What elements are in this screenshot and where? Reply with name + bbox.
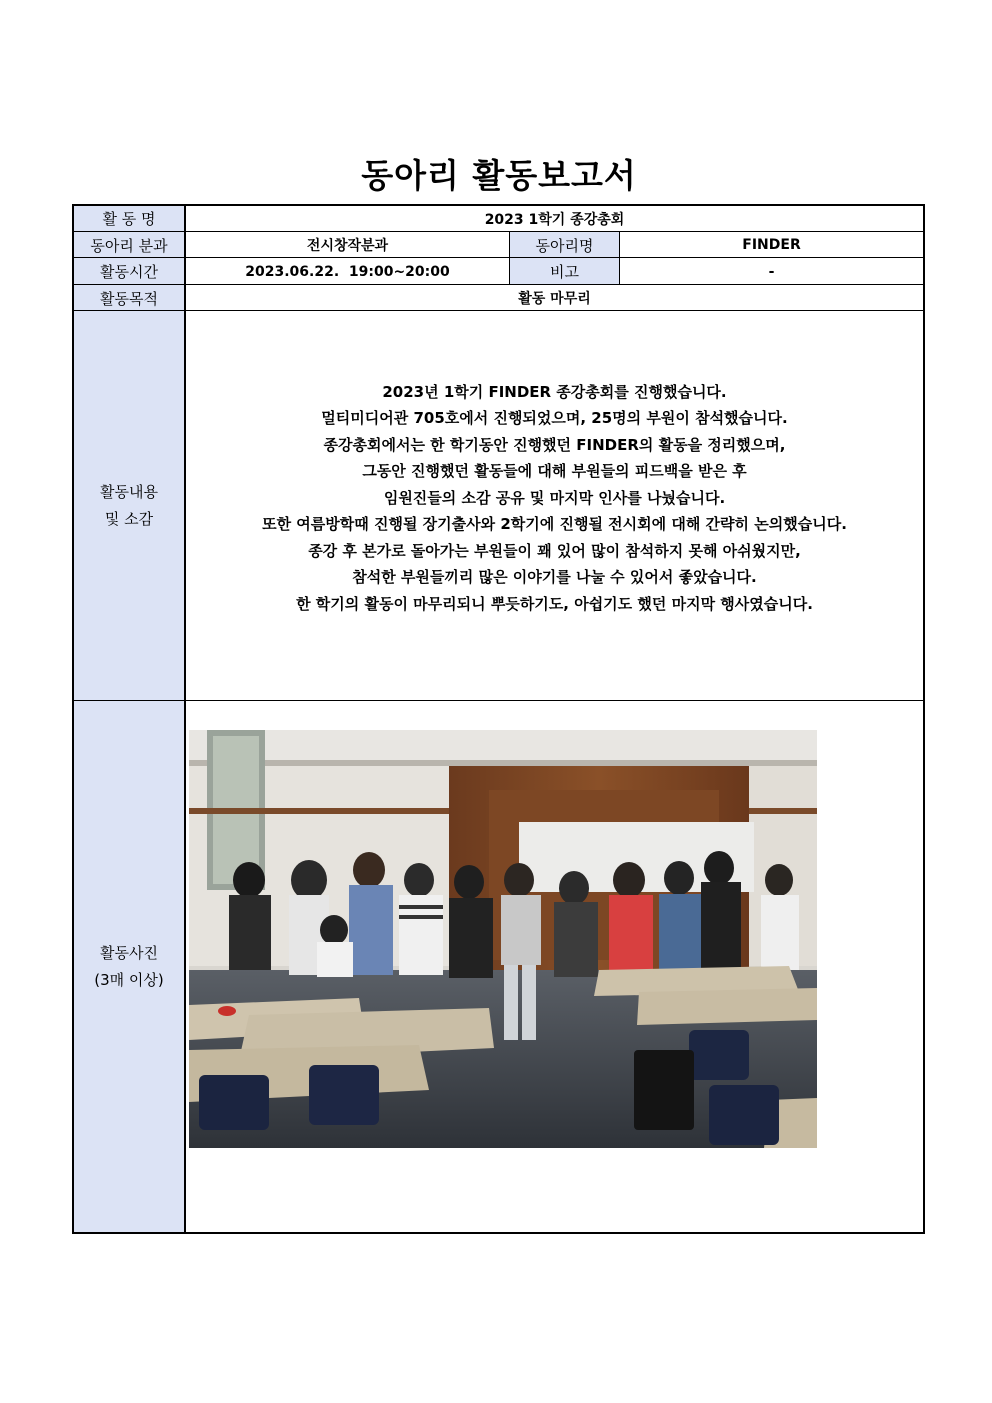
content-line: 또한 여름방학때 진행될 장기출사와 2학기에 진행될 전시회에 대해 간략히 논의했습니다. bbox=[262, 515, 847, 534]
photo-label-line1: 활동사진 bbox=[100, 943, 158, 962]
content-line: 종강총회에서는 한 학기동안 진행했던 FINDER의 활동을 정리했으며, bbox=[323, 435, 786, 454]
activity-name-row bbox=[74, 206, 923, 231]
content-line: 임원진들의 소감 공유 및 마지막 인사를 나눴습니다. bbox=[383, 488, 726, 507]
division-label: 동아리 분과 bbox=[74, 232, 184, 258]
note-label: 비고 bbox=[509, 258, 619, 285]
time-label: 활동시간 bbox=[74, 258, 184, 285]
time-row bbox=[74, 257, 923, 285]
content-line: 그동안 진행했던 활동들에 대해 부원들의 피드백을 받은 후 bbox=[362, 462, 747, 481]
report-table bbox=[72, 204, 925, 1234]
time-value: 2023.06.22. 19:00~20:00 bbox=[184, 258, 509, 285]
photo-cell bbox=[184, 701, 923, 1232]
content-row bbox=[74, 310, 923, 701]
photo-row bbox=[74, 700, 923, 1232]
content-line: 2023년 1학기 FINDER 종강총회를 진행했습니다. bbox=[382, 382, 727, 401]
purpose-row bbox=[74, 284, 923, 311]
club-name-label: 동아리명 bbox=[509, 232, 619, 258]
group-photo bbox=[189, 730, 817, 1148]
content-text bbox=[184, 311, 923, 701]
content-line: 종강 후 본가로 돌아가는 부원들이 꽤 있어 많이 참석하지 못해 아쉬웠지만, bbox=[308, 541, 801, 560]
content-line: 참석한 부원들끼리 많은 이야기를 나눌 수 있어서 좋았습니다. bbox=[352, 568, 757, 587]
content-line: 멀티미디어관 705호에서 진행되었으며, 25명의 부원이 참석했습니다. bbox=[321, 409, 788, 428]
division-row bbox=[74, 231, 923, 258]
content-label-line1: 활동내용 bbox=[100, 483, 158, 501]
club-name-value: FINDER bbox=[619, 232, 923, 258]
content-line: 한 학기의 활동이 마무리되니 뿌듯하기도, 아쉽기도 했던 마지막 행사였습니다. bbox=[296, 594, 813, 613]
document-title: 동아리 활동보고서 bbox=[361, 156, 637, 195]
division-value: 전시창작분과 bbox=[184, 232, 509, 258]
activity-name-value: 2023 1학기 종강총회 bbox=[184, 206, 923, 231]
content-label bbox=[74, 311, 184, 701]
purpose-label: 활동목적 bbox=[74, 285, 184, 311]
photo-label bbox=[74, 701, 184, 1232]
content-label-line2: 및 소감 bbox=[104, 510, 154, 528]
activity-name-label: 활 동 명 bbox=[74, 206, 184, 231]
purpose-value: 활동 마무리 bbox=[184, 285, 923, 311]
note-value: - bbox=[619, 258, 923, 285]
photo-label-line2: (3매 이상) bbox=[94, 970, 164, 989]
